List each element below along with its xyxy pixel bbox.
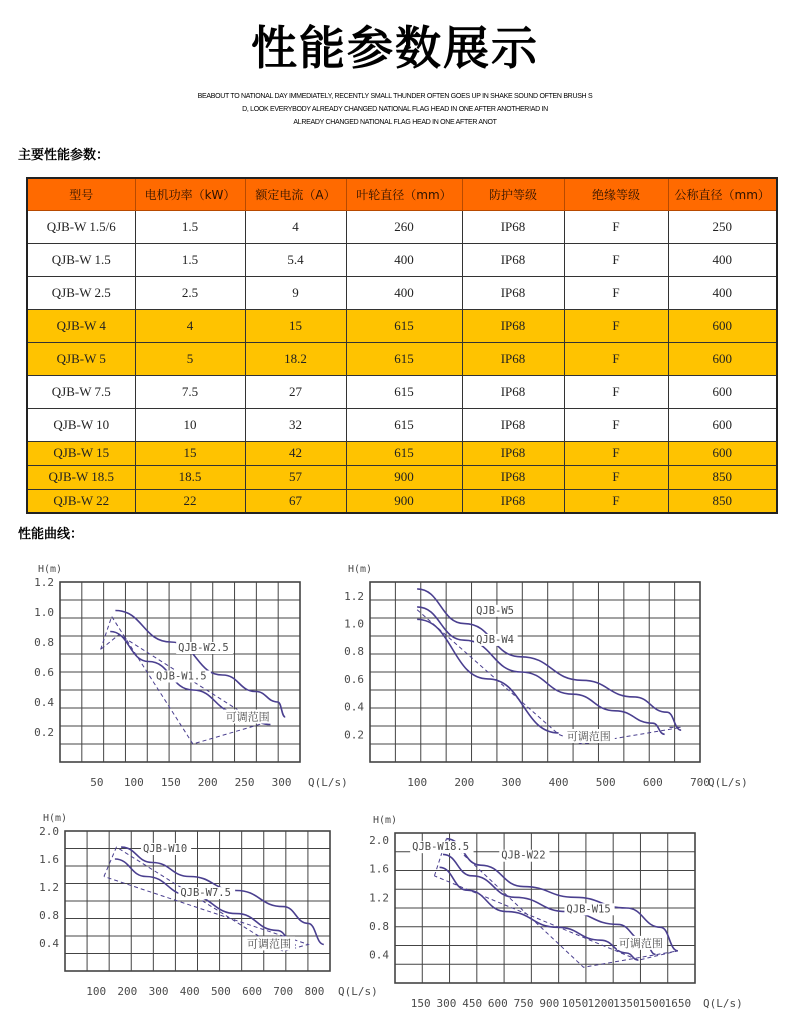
model-cell: QJB-W 4 <box>27 309 135 342</box>
series-label: QJB-W2.5 <box>178 642 229 654</box>
column-header: 公称直径（mm） <box>668 178 777 210</box>
x-tick-label: 100 <box>123 776 144 789</box>
x-axis-label: Q(L/s) <box>703 997 743 1010</box>
table-cell: 2.5 <box>135 276 245 309</box>
x-tick-label: 900 <box>539 997 560 1010</box>
table-cell: F <box>564 489 668 513</box>
table-cell: IP68 <box>462 465 564 489</box>
table-cell: 4 <box>135 309 245 342</box>
x-tick-label: 500 <box>595 776 616 789</box>
model-cell: QJB-W 2.5 <box>27 276 135 309</box>
table-cell: 400 <box>668 243 777 276</box>
x-tick-label: 100 <box>407 776 428 789</box>
x-tick-label: 600 <box>242 985 262 998</box>
table-cell: 22 <box>135 489 245 513</box>
x-axis-label: Q(L/s) <box>308 776 348 789</box>
adjustable-range-label: 可调范围 <box>225 710 270 724</box>
y-tick-label: 2.0 <box>39 825 59 838</box>
table-cell: 850 <box>668 489 777 513</box>
y-tick-label: 0.8 <box>344 645 364 659</box>
chart-qjb-w15-w22 <box>360 806 760 1018</box>
table-header-row <box>27 178 777 210</box>
x-tick-label: 300 <box>148 985 169 998</box>
x-tick-label: 400 <box>179 985 200 998</box>
x-tick-label: 150 <box>160 776 181 789</box>
y-tick-label: 0.2 <box>34 726 54 739</box>
y-tick-label: 0.4 <box>344 700 364 714</box>
table-cell: 400 <box>346 276 462 309</box>
table-cell: 600 <box>668 375 777 408</box>
x-tick-label: 250 <box>234 776 255 789</box>
x-tick-label: 200 <box>454 776 475 789</box>
series-label: QJB-W1.5 <box>156 670 207 683</box>
table-cell: F <box>564 210 668 243</box>
model-cell: QJB-W 1.5 <box>27 243 135 276</box>
table-cell: 67 <box>245 489 346 513</box>
table-cell: F <box>564 243 668 276</box>
chart-qjb-w4-w5 <box>335 552 748 789</box>
table-cell: 615 <box>346 342 462 375</box>
table-cell: F <box>564 309 668 342</box>
y-tick-label: 0.4 <box>39 937 59 950</box>
table-cell: 615 <box>346 375 462 408</box>
series-label: QJB-W4 <box>476 633 515 646</box>
series-label: QJB-W22 <box>501 849 546 862</box>
table-cell: 260 <box>346 210 462 243</box>
x-tick-label: 300 <box>436 997 457 1010</box>
subtitle-line: ALREADY CHANGED NATIONAL FLAG HEAD IN ONE AFTER ANOT <box>293 119 497 126</box>
table-cell: 32 <box>245 408 346 441</box>
x-tick-label: 100 <box>86 985 107 998</box>
y-tick-label: 1.2 <box>39 881 59 894</box>
x-tick-label: 700 <box>690 776 710 789</box>
series-label: QJB-W15 <box>566 903 611 916</box>
x-tick-label: 1050 <box>561 997 589 1010</box>
table-cell: IP68 <box>462 489 564 513</box>
main-params-label: 主要性能参数： <box>18 148 110 163</box>
y-tick-label: 1.2 <box>344 589 364 603</box>
subtitle-line: BEABOUT TO NATIONAL DAY IMMEDIATELY, RECENTLY SMALL THUNDER OFTEN GOES UP IN SHAKE SOUND OFTEN BRUSH S <box>197 93 593 100</box>
series-label: QJB-W5 <box>476 604 515 617</box>
table-cell: 18.2 <box>245 342 346 375</box>
table-cell: IP68 <box>462 441 564 465</box>
subtitle-text <box>150 90 640 129</box>
table-row <box>27 243 777 276</box>
column-header: 防护等级 <box>462 178 564 210</box>
table-cell: F <box>564 465 668 489</box>
y-tick-label: 1.2 <box>369 891 389 905</box>
table-cell: 900 <box>346 489 462 513</box>
table-row <box>27 342 777 375</box>
series-label: QJB-W10 <box>142 843 188 855</box>
table-cell: 615 <box>346 309 462 342</box>
model-cell: QJB-W 18.5 <box>27 465 135 489</box>
x-tick-label: 1350 <box>613 997 640 1010</box>
curves-label: 性能曲线： <box>18 527 84 542</box>
y-tick-label: 0.8 <box>369 919 389 933</box>
table-cell: IP68 <box>462 309 564 342</box>
table-cell: 600 <box>668 342 777 375</box>
table-cell: 900 <box>346 465 462 489</box>
model-cell: QJB-W 1.5/6 <box>27 210 135 243</box>
performance-curve-chart <box>20 552 348 789</box>
table-cell: 15 <box>245 309 346 342</box>
table-cell: 15 <box>135 441 245 465</box>
table-cell: 615 <box>346 441 462 465</box>
table-cell: 42 <box>245 441 346 465</box>
column-header: 型号 <box>27 178 135 210</box>
spec-table <box>26 177 778 514</box>
table-cell: IP68 <box>462 408 564 441</box>
x-tick-label: 1500 <box>638 997 666 1010</box>
table-cell: F <box>564 342 668 375</box>
adjustable-range-label: 可调范围 <box>246 937 291 951</box>
x-tick-label: 150 <box>410 997 431 1010</box>
y-tick-label: 0.8 <box>39 909 59 922</box>
column-header: 绝缘等级 <box>564 178 668 210</box>
y-tick-label: 1.0 <box>34 606 54 619</box>
table-cell: 600 <box>668 441 777 465</box>
table-cell: 5 <box>135 342 245 375</box>
table-cell: IP68 <box>462 276 564 309</box>
performance-curve-chart <box>360 806 760 1018</box>
table-row <box>27 375 777 408</box>
x-tick-label: 750 <box>513 997 534 1010</box>
table-cell: 250 <box>668 210 777 243</box>
model-cell: QJB-W 22 <box>27 489 135 513</box>
y-tick-label: 0.4 <box>369 948 389 962</box>
table-cell: 10 <box>135 408 245 441</box>
adjustable-range-label: 可调范围 <box>618 936 663 950</box>
model-cell: QJB-W 15 <box>27 441 135 465</box>
chart-qjb-w1.5-w2.5 <box>20 552 348 789</box>
y-tick-label: 0.4 <box>34 696 54 709</box>
y-tick-label: 2.0 <box>369 834 389 848</box>
x-tick-label: 600 <box>487 997 508 1010</box>
y-tick-label: 0.6 <box>344 672 364 686</box>
y-tick-label: 1.0 <box>344 617 364 631</box>
table-cell: 4 <box>245 210 346 243</box>
table-cell: 7.5 <box>135 375 245 408</box>
model-cell: QJB-W 5 <box>27 342 135 375</box>
table-row <box>27 276 777 309</box>
table-row <box>27 489 777 513</box>
table-cell: F <box>564 276 668 309</box>
x-tick-label: 800 <box>304 985 325 998</box>
y-tick-label: 0.6 <box>34 666 54 679</box>
table-cell: 1.5 <box>135 210 245 243</box>
table-cell: F <box>564 441 668 465</box>
series-label: QJB-W7.5 <box>180 887 231 900</box>
table-row <box>27 465 777 489</box>
series-label: QJB-W18.5 <box>412 841 470 854</box>
model-cell: QJB-W 7.5 <box>27 375 135 408</box>
y-tick-label: 1.6 <box>369 862 389 876</box>
page-title: 性能参数展示 <box>251 21 539 75</box>
table-row <box>27 441 777 465</box>
column-header: 叶轮直径（mm） <box>346 178 462 210</box>
x-tick-label: 200 <box>197 776 218 789</box>
y-tick-label: 0.2 <box>344 728 364 742</box>
table-row <box>27 309 777 342</box>
x-tick-label: 600 <box>642 776 663 789</box>
x-tick-label: 300 <box>501 776 522 789</box>
chart-qjb-w7.5-w10 <box>20 806 378 1016</box>
table-cell: 850 <box>668 465 777 489</box>
table-cell: 27 <box>245 375 346 408</box>
column-header: 电机功率（kW） <box>135 178 245 210</box>
x-tick-label: 450 <box>462 997 483 1010</box>
subtitle-line: D, LOOK EVERYBODY ALREADY CHANGED NATIONAL FLAG HEAD IN ONE AFTER ANOTHER!AD IN <box>242 106 548 113</box>
y-axis-label: H(m) <box>38 564 63 575</box>
y-tick-label: 1.2 <box>34 576 54 589</box>
x-tick-label: 400 <box>548 776 569 789</box>
table-cell: 1.5 <box>135 243 245 276</box>
x-tick-label: 500 <box>210 985 231 998</box>
table-cell: 400 <box>668 276 777 309</box>
table-cell: 5.4 <box>245 243 346 276</box>
performance-curve-chart <box>335 552 748 789</box>
table-cell: F <box>564 375 668 408</box>
y-tick-label: 1.6 <box>39 853 59 866</box>
table-row <box>27 210 777 243</box>
model-cell: QJB-W 10 <box>27 408 135 441</box>
x-axis-label: Q(L/s) <box>708 776 748 789</box>
table-cell: IP68 <box>462 342 564 375</box>
table-row <box>27 408 777 441</box>
y-axis-label: H(m) <box>348 564 373 575</box>
x-axis-label: Q(L/s) <box>338 985 378 998</box>
y-axis-label: H(m) <box>43 813 68 824</box>
x-tick-label: 200 <box>117 985 138 998</box>
table-cell: 600 <box>668 408 777 441</box>
table-cell: IP68 <box>462 243 564 276</box>
table-cell: F <box>564 408 668 441</box>
table-cell: 615 <box>346 408 462 441</box>
adjustable-range-label: 可调范围 <box>566 730 611 743</box>
x-tick-label: 1200 <box>587 997 614 1010</box>
y-axis-label: H(m) <box>373 815 398 826</box>
x-tick-label: 1650 <box>664 997 692 1010</box>
table-cell: 9 <box>245 276 346 309</box>
table-cell: IP68 <box>462 210 564 243</box>
table-cell: 57 <box>245 465 346 489</box>
x-tick-label: 700 <box>273 985 294 998</box>
x-tick-label: 50 <box>90 776 104 789</box>
table-cell: 400 <box>346 243 462 276</box>
x-tick-label: 300 <box>271 776 292 789</box>
table-cell: 600 <box>668 309 777 342</box>
table-cell: IP68 <box>462 375 564 408</box>
performance-curve-chart <box>20 806 378 1016</box>
column-header: 额定电流（A） <box>245 178 346 210</box>
table-cell: 18.5 <box>135 465 245 489</box>
y-tick-label: 0.8 <box>34 636 54 649</box>
